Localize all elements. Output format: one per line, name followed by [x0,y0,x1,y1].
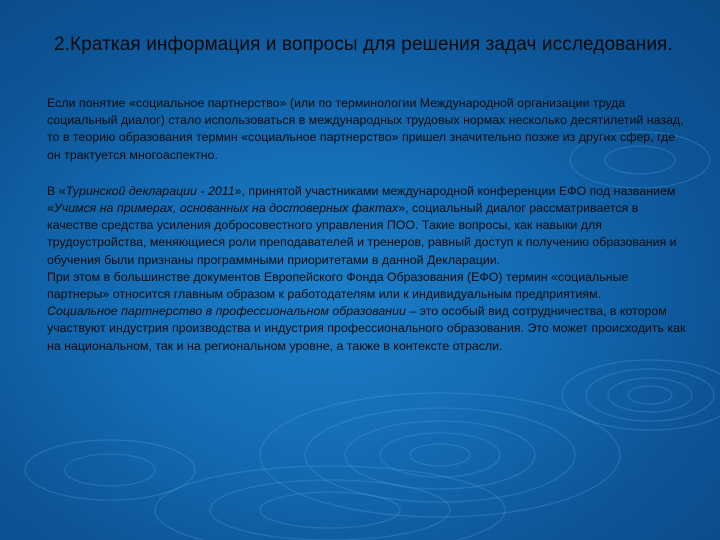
paragraph-definition [47,303,687,355]
turin-text-a: В « [47,183,66,198]
paragraph-social-partners: При этом в большинстве документов Европейского Фонда Образования (ЕФО) термин «социальные партнеры» относится главным образом к работодателям или к индивидуальным предприятиям. [47,269,629,302]
turin-declaration-title: Туринской декларации - 2011 [65,183,235,198]
conference-title: Учимся на примерах, основанных на достоверных фактах [53,201,399,216]
turin-text-b: », принятой участниками международной конференции ЕФО под названием « [47,183,676,216]
paragraph-turin-declaration [47,183,687,269]
slide-title: 2.Краткая информация и вопросы для решения задач исследования. [54,34,673,55]
definition-term: Социальное партнерство в профессиональном образовании [47,304,406,319]
turin-text-c: », социальный диалог рассматривается в качестве средства усиления добросовестного управления ПОО. Такие вопросы, как навыки для трудоустройства, меняющиеся роли преподавателей и тренеров, равный доступ к получению образования и обучения были признаны программными приоритетами в данной Декларации. [47,201,677,267]
paragraph-intro: Если понятие «социальное партнерство» (или по терминологии Международной организации труда социальный диалог) стало использоваться в международных трудовых нормах несколько десятилетий назад, то в теорию образования термин «социальное партнерство» пришел значительно позже из других сфер, где он трактуется многоаспектно. [47,96,684,162]
definition-text: – это особый вид сотрудничества, в котором участвуют индустрия производства и индустрия профессионального образования. Это может происходить как на национальном, так и на региональном уровне, а также в контексте отрасли. [47,304,686,353]
slide-body [47,95,687,355]
